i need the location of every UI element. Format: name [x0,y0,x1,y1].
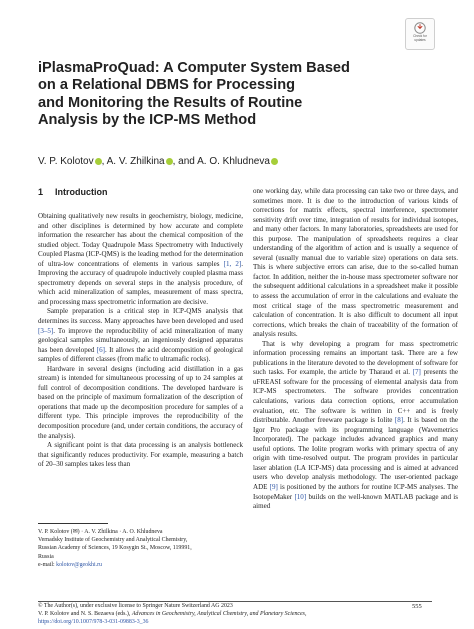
title-line: iPlasmaProQuad: A Computer System Based [38,60,350,76]
page-number: 555 [412,603,422,610]
author-name[interactable]: A. V. Zhilkina [106,156,165,167]
citation-line: V. P. Kolotov and N. S. Bezaeva (eds.), Advances in Geochemistry, Analytical Chemistry, and Planetary Sciences, [38,610,307,617]
orcid-icon[interactable] [271,158,278,165]
paragraph: That is why developing a program for mass spectrometric information processing remains an important task. There are a few publications in the literature devoted to the development of software for such tasks. For example, the article by Tharaud et al. [7] presents the uFREASI software for the processing of elemental analysis data from ICP-MS spectrometers. The software provides concentration calculations, various data correction options, error accumulation evaluation, etc. The software is written in C++ and is freely distributable. Another freeware package is Iolite [8]. It is based on the Igor Pro package with its programming language (Wavemetrics Incorporated). The package includes advanced graphics and many useful options. The Iolite program works with primary spectra of any origin with time-resolved output. The program provides in particular laser ablation (LA ICP-MS) data processing and is aimed at advanced users who develop analysis methodology. The user-oriented package ADE [9] is positioned by the authors for routine ICP-MS analyses. The IsotopeMaker [10] builds on the well-known MATLAB package and is aimed [253,339,458,511]
footnote-email-line: e-mail: kolotov@geokhi.ru [38,561,102,568]
citation-link[interactable]: [3–5] [38,326,54,335]
paragraph: Sample preparation is a critical step in ICP-QMS analysis that determines its success. Many approaches have been developed and used [3–5]. To improve the reproducibility of acid mineralization of many geological samples simultaneously, an ingeniously designed apparatus has been developed [6]. It allows the acid decomposition of geological samples of different classes (from mafic to ultramafic rocks). [38,307,243,364]
affiliation-footnote [38,528,248,569]
email-link[interactable]: kolotov@geokhi.ru [56,561,102,568]
citation-link[interactable]: [6] [96,345,105,354]
footnote-affiliation: Russia [38,553,54,560]
footnote-authors: V. P. Kolotov (✉) · A. V. Zhilkina · A. O. Khludneva [38,529,163,535]
paragraph: Obtaining qualitatively new results in geochemistry, biology, medicine, and other disciplines is determined by how accurate and complete information the researcher has about the chemical composition of the studied object. Today Quadrupole Mass Spectrometry with Inductively Coupled Plasma (ICP-QMS) is the leading method for the determination of ultra-low concentrations of elements in various samples [1, 2]. Improving the accuracy of quadrupole inductively coupled plasma mass spectrometry depends on several steps in the analysis procedure, of which acid mineralization of samples, measurement of mass spectra, and processing mass spectrometric information are decisive. [38,212,243,306]
paragraph: Hardware in several designs (including acid distillation in a gas stream) is intended for simultaneous processing of up to 24 samples at full control of decomposition conditions. The developed hardware is based on the principle of maximum formalization of the description of operations that made up the decomposition procedure for samples of a different type. This principle improves the reproducibility of the decomposition procedure (and, under certain conditions, the accuracy of the analysis). [38,364,243,440]
author-name[interactable]: V. P. Kolotov [38,156,94,167]
doi-link[interactable]: https://doi.org/10.1007/978-3-031-09883-3_36 [38,618,149,625]
section-heading [38,187,108,197]
section-number: 1 [38,187,44,197]
book-title: Advances in Geochemistry, Analytical Chemistry, and Planetary Sciences [131,610,305,617]
citation-link[interactable]: [10] [294,492,307,501]
citation-link[interactable]: [9] [269,482,278,491]
author-list: V. P. Kolotov , A. V. Zhilkina , and A. O. Khludneva [38,156,278,167]
left-column [38,212,243,470]
footnote-affiliation: Vernadsky Institute of Geochemistry and Analytical Chemistry, [38,537,188,544]
right-column [253,187,458,512]
citation-link[interactable]: [7] [412,368,421,377]
section-title: Introduction [55,187,108,197]
author-name[interactable]: A. O. Khludneva [197,156,270,167]
title-line: Analysis by the ICP-MS Method [38,112,257,129]
paragraph: one working day, while data processing can take two or three days, and sometimes more. It is due to the introduction of various kinds of corrections for matrix effects, spectral interference, spectrometer sensitivity drift over time, integration of results for individual isotopes, and many other factors. In many laboratories, spreadsheets are used for this purpose. The manipulation of spreadsheets requires a clear understanding of the algorithm of action and is usually a sequence of several (usually manual due to variable size) operations on data sets. This is where subjective errors can arise, due to the so-called human factor. In addition, neither the in-house mass spectrometer software nor the subsequent additional calculations in a spreadsheet make it possible to assess the accumulation of error in the calculations and evaluate the most critical stage of the mass spectrometric measurement and calculation of concentration. It is also difficult to document all input corrections, which breaks the chain of traceability of the formation of analysis results. [253,187,458,339]
copyright-line: © The Author(s), under exclusive license to Springer Nature Switzerland AG 2023 [38,603,233,609]
orcid-icon[interactable] [95,158,102,165]
footnote-affiliation: Russian Academy of Sciences, 19 Kosygin St., Moscow, 119991, [38,545,192,552]
citation-link[interactable]: [1, 2] [223,259,242,268]
citation-link[interactable]: [8] [394,416,404,425]
footnote-divider [38,523,108,524]
publication-info [38,603,398,626]
badge-label: Check for updates [413,34,427,42]
check-for-updates-icon [414,22,426,34]
paper-title [38,60,438,130]
check-for-updates-badge[interactable] [405,18,435,50]
title-line: and Monitoring the Results of Routine [38,94,303,111]
orcid-icon[interactable] [166,158,173,165]
page-footer-divider [38,601,432,602]
paragraph: A significant point is that data processing is an analysis bottleneck that significantly reduces productivity. For example, measuring a batch of 20–30 samples takes less than [38,441,243,469]
title-line: on a Relational DBMS for Processing [38,77,296,94]
